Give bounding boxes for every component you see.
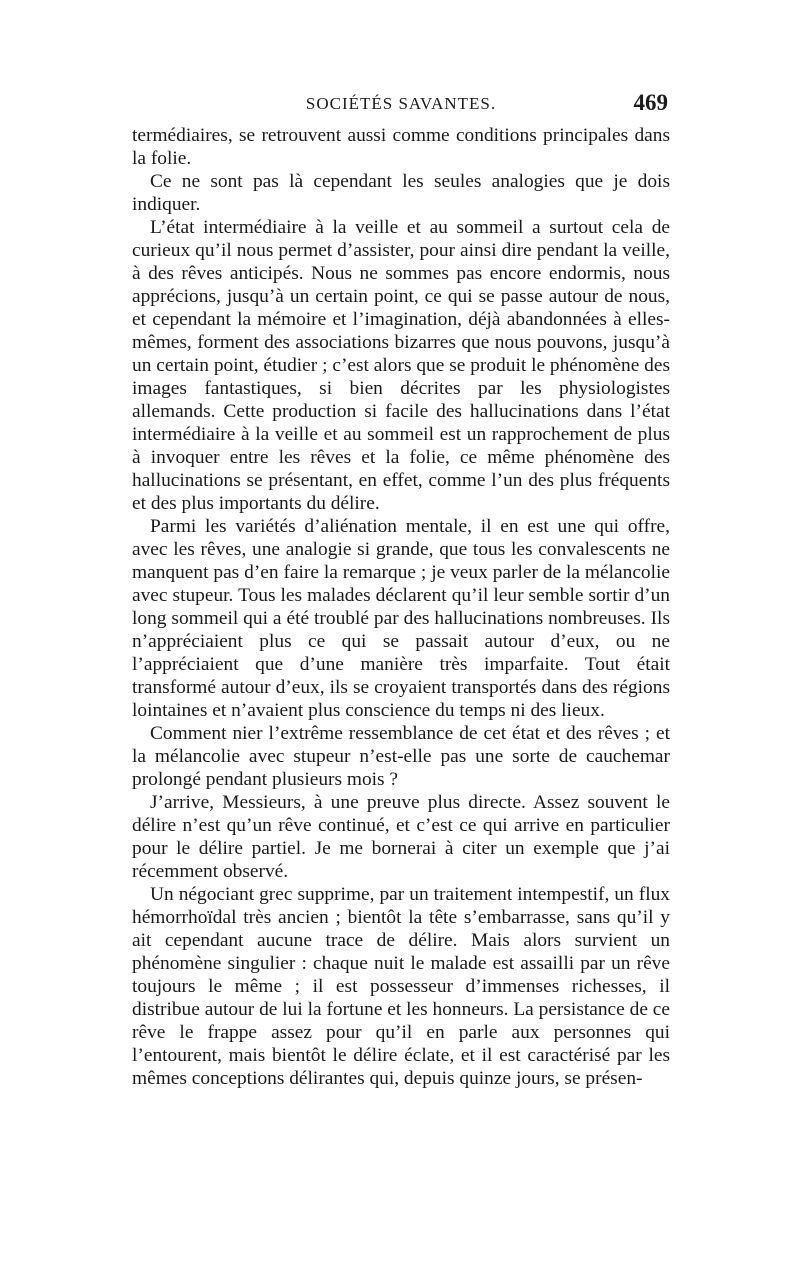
paragraph: Un négociant grec supprime, par un traitement intempestif, un flux hémorrhoïdal très ancien ; bientôt la tête s’embarrasse, sans qu’il y ait cependant aucune trace de délire. Mais alors survient un phénomène singulier : chaque nuit le malade est assailli par un rêve toujours le même ; il est possesseur d’immenses richesses, il distribue autour de lui la fortune et les honneurs. La persistance de ce rêve le frappe assez pour qu’il en parle aux personnes qui l’entourent, mais bientôt le délire éclate, et il est caractérisé par les mêmes conceptions délirantes qui, depuis quinze jours, se présen-	[132, 884, 670, 1089]
paragraph: Ce ne sont pas là cependant les seules analogies que je dois indiquer.	[132, 171, 670, 215]
body-text	[132, 124, 670, 1090]
book-page	[132, 88, 670, 1090]
running-title: SOCIÉTÉS SAVANTES.	[305, 94, 497, 113]
running-head	[132, 88, 670, 124]
paragraph-continuation: termédiaires, se retrouvent aussi comme conditions principales dans la folie.	[132, 125, 670, 169]
paragraph: Parmi les variétés d’aliénation mentale, il en est une qui offre, avec les rêves, une analogie si grande, que tous les convalescents ne manquent pas d’en faire la remarque ; je veux parler de la mélancolie avec stupeur. Tous les malades déclarent qu’il leur semble sortir d’un long sommeil qui a été troublé par des hallucinations nombreuses. Ils n’appréciaient plus ce qui se passait autour d’eux, ou ne l’appréciaient que d’une manière très imparfaite. Tout était transformé autour d’eux, ils se croyaient transportés dans des régions lointaines et n’avaient plus conscience du temps ni des lieux.	[132, 516, 670, 721]
paragraph: J’arrive, Messieurs, à une preuve plus directe. Assez souvent le délire n’est qu’un rêve continué, et c’est ce qui arrive en particulier pour le délire partiel. Je me bornerai à citer un exemple que j’ai récemment observé.	[132, 792, 670, 882]
paragraph: L’état intermédiaire à la veille et au sommeil a surtout cela de curieux qu’il nous permet d’assister, pour ainsi dire pendant la veille, à des rêves anticipés. Nous ne sommes pas encore endormis, nous apprécions, jusqu’à un certain point, ce qui se passe autour de nous, et cependant la mémoire et l’imagination, déjà abandonnées à elles-mêmes, forment des associations bizarres que nous pouvons, jusqu’à un certain point, étudier ; c’est alors que se produit le phénomène des images fantastiques, si bien décrites par les physiologistes allemands. Cette production si facile des hallucinations dans l’état intermédiaire à la veille et au sommeil est un rapprochement de plus à invoquer entre les rêves et la folie, ce même phénomène des hallucinations se présentant, en effet, comme l’un des plus fréquents et des plus importants du délire.	[132, 217, 670, 514]
paragraph: Comment nier l’extrême ressemblance de cet état et des rêves ; et la mélancolie avec stupeur n’est-elle pas une sorte de cauchemar prolongé pendant plusieurs mois ?	[132, 723, 670, 790]
page-number: 469	[633, 90, 668, 115]
